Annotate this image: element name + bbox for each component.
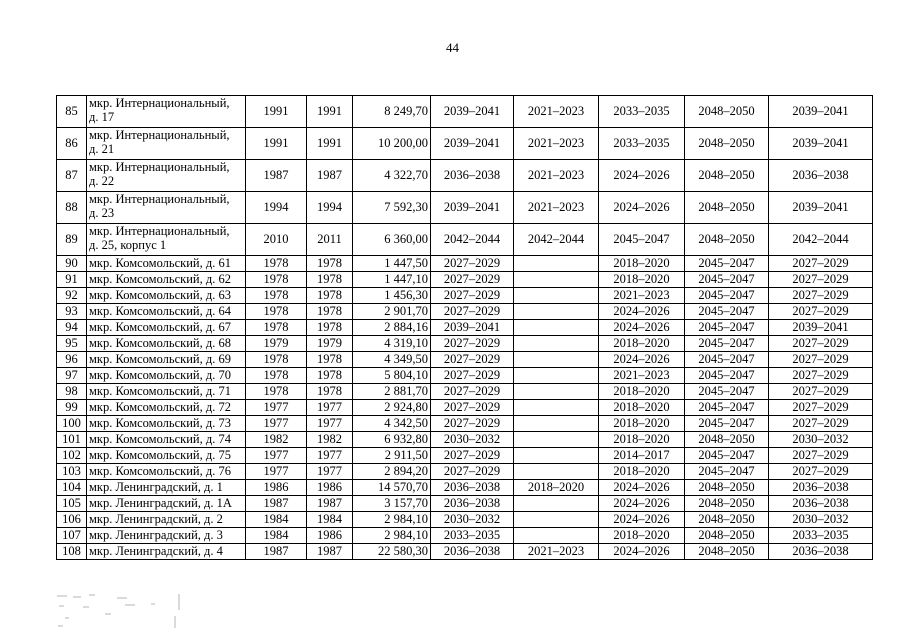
- table-row: [57, 464, 873, 480]
- area-cell: 14 570,70: [353, 480, 431, 496]
- table-row: [57, 432, 873, 448]
- area-cell: 1 456,30: [353, 288, 431, 304]
- area-cell: 7 592,30: [353, 192, 431, 224]
- row-number-cell: 97: [57, 368, 87, 384]
- table-row: [57, 400, 873, 416]
- period-5-cell: 2027–2029: [769, 272, 873, 288]
- period-5-cell: 2027–2029: [769, 336, 873, 352]
- table-row: [57, 496, 873, 512]
- address-cell: мкр. Интернациональный, д. 17: [87, 96, 246, 128]
- address-cell: мкр. Интернациональный, д. 23: [87, 192, 246, 224]
- row-number-cell: 85: [57, 96, 87, 128]
- period-2-cell: [514, 352, 599, 368]
- address-cell: мкр. Комсомольский, д. 73: [87, 416, 246, 432]
- period-2-cell: 2018–2020: [514, 480, 599, 496]
- period-3-cell: 2024–2026: [599, 480, 685, 496]
- period-3-cell: 2024–2026: [599, 544, 685, 560]
- row-number-cell: 88: [57, 192, 87, 224]
- period-1-cell: 2027–2029: [431, 272, 514, 288]
- period-5-cell: 2039–2041: [769, 128, 873, 160]
- period-3-cell: 2033–2035: [599, 128, 685, 160]
- area-cell: 2 901,70: [353, 304, 431, 320]
- year-commissioned-cell: 1987: [307, 496, 353, 512]
- period-1-cell: 2027–2029: [431, 368, 514, 384]
- period-5-cell: 2036–2038: [769, 160, 873, 192]
- period-5-cell: 2027–2029: [769, 448, 873, 464]
- area-cell: 2 911,50: [353, 448, 431, 464]
- period-5-cell: 2036–2038: [769, 480, 873, 496]
- period-3-cell: 2014–2017: [599, 448, 685, 464]
- period-5-cell: 2027–2029: [769, 352, 873, 368]
- period-2-cell: [514, 512, 599, 528]
- year-built-cell: 1978: [246, 288, 307, 304]
- period-1-cell: 2036–2038: [431, 160, 514, 192]
- year-commissioned-cell: 1978: [307, 288, 353, 304]
- period-3-cell: 2018–2020: [599, 336, 685, 352]
- address-cell: мкр. Комсомольский, д. 71: [87, 384, 246, 400]
- period-3-cell: 2024–2026: [599, 512, 685, 528]
- year-built-cell: 1984: [246, 512, 307, 528]
- address-cell: мкр. Ленинградский, д. 3: [87, 528, 246, 544]
- year-built-cell: 1978: [246, 352, 307, 368]
- year-commissioned-cell: 1977: [307, 464, 353, 480]
- year-built-cell: 1978: [246, 272, 307, 288]
- address-cell: мкр. Ленинградский, д. 2: [87, 512, 246, 528]
- area-cell: 4 342,50: [353, 416, 431, 432]
- address-cell: мкр. Ленинградский, д. 4: [87, 544, 246, 560]
- period-2-cell: 2021–2023: [514, 96, 599, 128]
- period-1-cell: 2039–2041: [431, 192, 514, 224]
- period-5-cell: 2039–2041: [769, 96, 873, 128]
- table-row: [57, 224, 873, 256]
- period-1-cell: 2027–2029: [431, 464, 514, 480]
- area-cell: 1 447,50: [353, 256, 431, 272]
- area-cell: 1 447,10: [353, 272, 431, 288]
- year-commissioned-cell: 1991: [307, 96, 353, 128]
- period-3-cell: 2018–2020: [599, 528, 685, 544]
- table-row: [57, 480, 873, 496]
- table-row: [57, 448, 873, 464]
- row-number-cell: 94: [57, 320, 87, 336]
- year-built-cell: 1978: [246, 368, 307, 384]
- period-5-cell: 2039–2041: [769, 192, 873, 224]
- table-row: [57, 320, 873, 336]
- row-number-cell: 100: [57, 416, 87, 432]
- table-row: [57, 272, 873, 288]
- period-5-cell: 2027–2029: [769, 304, 873, 320]
- period-3-cell: 2018–2020: [599, 384, 685, 400]
- period-4-cell: 2048–2050: [685, 512, 769, 528]
- year-commissioned-cell: 1984: [307, 512, 353, 528]
- year-commissioned-cell: 1978: [307, 384, 353, 400]
- year-built-cell: 1994: [246, 192, 307, 224]
- period-1-cell: 2039–2041: [431, 320, 514, 336]
- year-commissioned-cell: 1978: [307, 320, 353, 336]
- period-2-cell: [514, 256, 599, 272]
- period-3-cell: 2018–2020: [599, 464, 685, 480]
- period-3-cell: 2024–2026: [599, 496, 685, 512]
- period-2-cell: [514, 304, 599, 320]
- area-cell: 2 924,80: [353, 400, 431, 416]
- period-4-cell: 2045–2047: [685, 416, 769, 432]
- period-2-cell: [514, 320, 599, 336]
- period-1-cell: 2027–2029: [431, 288, 514, 304]
- period-2-cell: [514, 464, 599, 480]
- year-built-cell: 1977: [246, 464, 307, 480]
- area-cell: 4 319,10: [353, 336, 431, 352]
- year-built-cell: 1987: [246, 544, 307, 560]
- row-number-cell: 91: [57, 272, 87, 288]
- year-commissioned-cell: 1982: [307, 432, 353, 448]
- period-5-cell: 2033–2035: [769, 528, 873, 544]
- area-cell: 5 804,10: [353, 368, 431, 384]
- address-cell: мкр. Комсомольский, д. 62: [87, 272, 246, 288]
- row-number-cell: 105: [57, 496, 87, 512]
- period-3-cell: 2024–2026: [599, 320, 685, 336]
- period-4-cell: 2048–2050: [685, 496, 769, 512]
- period-1-cell: 2030–2032: [431, 512, 514, 528]
- period-1-cell: 2039–2041: [431, 128, 514, 160]
- year-commissioned-cell: 1978: [307, 256, 353, 272]
- period-4-cell: 2048–2050: [685, 432, 769, 448]
- year-built-cell: 1979: [246, 336, 307, 352]
- period-3-cell: 2018–2020: [599, 432, 685, 448]
- period-5-cell: 2036–2038: [769, 496, 873, 512]
- row-number-cell: 93: [57, 304, 87, 320]
- area-cell: 2 881,70: [353, 384, 431, 400]
- period-4-cell: 2048–2050: [685, 224, 769, 256]
- row-number-cell: 108: [57, 544, 87, 560]
- address-cell: мкр. Комсомольский, д. 63: [87, 288, 246, 304]
- period-3-cell: 2024–2026: [599, 192, 685, 224]
- area-cell: 22 580,30: [353, 544, 431, 560]
- period-5-cell: 2027–2029: [769, 288, 873, 304]
- address-cell: мкр. Комсомольский, д. 69: [87, 352, 246, 368]
- year-commissioned-cell: 1986: [307, 528, 353, 544]
- table-row: [57, 256, 873, 272]
- period-4-cell: 2045–2047: [685, 272, 769, 288]
- row-number-cell: 89: [57, 224, 87, 256]
- year-commissioned-cell: 1977: [307, 448, 353, 464]
- period-1-cell: 2027–2029: [431, 336, 514, 352]
- period-2-cell: 2042–2044: [514, 224, 599, 256]
- address-cell: мкр. Комсомольский, д. 74: [87, 432, 246, 448]
- period-3-cell: 2024–2026: [599, 352, 685, 368]
- period-5-cell: 2027–2029: [769, 368, 873, 384]
- year-built-cell: 1984: [246, 528, 307, 544]
- period-2-cell: [514, 272, 599, 288]
- period-2-cell: [514, 528, 599, 544]
- period-2-cell: [514, 400, 599, 416]
- year-commissioned-cell: 1994: [307, 192, 353, 224]
- table-row: [57, 528, 873, 544]
- year-built-cell: 1987: [246, 496, 307, 512]
- year-commissioned-cell: 1978: [307, 304, 353, 320]
- area-cell: 2 984,10: [353, 512, 431, 528]
- period-5-cell: 2027–2029: [769, 400, 873, 416]
- row-number-cell: 95: [57, 336, 87, 352]
- period-2-cell: [514, 336, 599, 352]
- row-number-cell: 86: [57, 128, 87, 160]
- area-cell: 3 157,70: [353, 496, 431, 512]
- period-5-cell: 2030–2032: [769, 512, 873, 528]
- row-number-cell: 104: [57, 480, 87, 496]
- area-cell: 10 200,00: [353, 128, 431, 160]
- period-4-cell: 2045–2047: [685, 384, 769, 400]
- period-2-cell: [514, 448, 599, 464]
- year-built-cell: 1977: [246, 400, 307, 416]
- address-cell: мкр. Комсомольский, д. 64: [87, 304, 246, 320]
- period-3-cell: 2021–2023: [599, 368, 685, 384]
- table-row: [57, 416, 873, 432]
- year-commissioned-cell: 1986: [307, 480, 353, 496]
- period-3-cell: 2033–2035: [599, 96, 685, 128]
- period-1-cell: 2039–2041: [431, 96, 514, 128]
- period-5-cell: 2027–2029: [769, 384, 873, 400]
- period-4-cell: 2045–2047: [685, 448, 769, 464]
- period-1-cell: 2027–2029: [431, 448, 514, 464]
- year-built-cell: 1978: [246, 256, 307, 272]
- table-row: [57, 544, 873, 560]
- row-number-cell: 106: [57, 512, 87, 528]
- period-4-cell: 2045–2047: [685, 464, 769, 480]
- period-2-cell: [514, 384, 599, 400]
- year-built-cell: 1987: [246, 160, 307, 192]
- table-row: [57, 512, 873, 528]
- address-cell: мкр. Комсомольский, д. 70: [87, 368, 246, 384]
- period-1-cell: 2027–2029: [431, 304, 514, 320]
- address-cell: мкр. Комсомольский, д. 76: [87, 464, 246, 480]
- period-3-cell: 2021–2023: [599, 288, 685, 304]
- year-built-cell: 1991: [246, 96, 307, 128]
- table-row: [57, 288, 873, 304]
- period-1-cell: 2027–2029: [431, 416, 514, 432]
- year-built-cell: 1982: [246, 432, 307, 448]
- row-number-cell: 101: [57, 432, 87, 448]
- scan-artifact-marks: [55, 592, 185, 632]
- period-4-cell: 2048–2050: [685, 160, 769, 192]
- row-number-cell: 90: [57, 256, 87, 272]
- address-cell: мкр. Ленинградский, д. 1А: [87, 496, 246, 512]
- period-4-cell: 2045–2047: [685, 288, 769, 304]
- year-built-cell: 1977: [246, 448, 307, 464]
- period-4-cell: 2048–2050: [685, 128, 769, 160]
- address-cell: мкр. Комсомольский, д. 61: [87, 256, 246, 272]
- year-commissioned-cell: 1991: [307, 128, 353, 160]
- period-1-cell: 2027–2029: [431, 400, 514, 416]
- period-4-cell: 2045–2047: [685, 304, 769, 320]
- period-1-cell: 2042–2044: [431, 224, 514, 256]
- address-cell: мкр. Интернациональный, д. 25, корпус 1: [87, 224, 246, 256]
- address-cell: мкр. Интернациональный, д. 22: [87, 160, 246, 192]
- row-number-cell: 87: [57, 160, 87, 192]
- row-number-cell: 102: [57, 448, 87, 464]
- year-commissioned-cell: 2011: [307, 224, 353, 256]
- period-1-cell: 2036–2038: [431, 480, 514, 496]
- period-4-cell: 2045–2047: [685, 320, 769, 336]
- period-2-cell: 2021–2023: [514, 544, 599, 560]
- period-3-cell: 2018–2020: [599, 256, 685, 272]
- year-built-cell: 1991: [246, 128, 307, 160]
- period-4-cell: 2048–2050: [685, 544, 769, 560]
- housing-schedule-table: [56, 95, 873, 560]
- table-row: [57, 192, 873, 224]
- table-body: [57, 96, 873, 560]
- period-4-cell: 2048–2050: [685, 480, 769, 496]
- period-4-cell: 2048–2050: [685, 528, 769, 544]
- page-number: 44: [446, 40, 459, 55]
- period-4-cell: 2045–2047: [685, 336, 769, 352]
- period-3-cell: 2018–2020: [599, 400, 685, 416]
- period-5-cell: 2042–2044: [769, 224, 873, 256]
- period-3-cell: 2045–2047: [599, 224, 685, 256]
- year-commissioned-cell: 1978: [307, 368, 353, 384]
- period-2-cell: [514, 416, 599, 432]
- row-number-cell: 92: [57, 288, 87, 304]
- year-built-cell: 2010: [246, 224, 307, 256]
- address-cell: мкр. Комсомольский, д. 68: [87, 336, 246, 352]
- period-3-cell: 2024–2026: [599, 304, 685, 320]
- address-cell: мкр. Интернациональный, д. 21: [87, 128, 246, 160]
- period-5-cell: 2027–2029: [769, 256, 873, 272]
- period-2-cell: [514, 288, 599, 304]
- table-row: [57, 336, 873, 352]
- period-4-cell: 2045–2047: [685, 400, 769, 416]
- table-row: [57, 384, 873, 400]
- period-4-cell: 2048–2050: [685, 192, 769, 224]
- year-built-cell: 1977: [246, 416, 307, 432]
- address-cell: мкр. Комсомольский, д. 72: [87, 400, 246, 416]
- row-number-cell: 107: [57, 528, 87, 544]
- area-cell: 6 360,00: [353, 224, 431, 256]
- year-commissioned-cell: 1987: [307, 544, 353, 560]
- area-cell: 2 884,16: [353, 320, 431, 336]
- year-commissioned-cell: 1979: [307, 336, 353, 352]
- year-commissioned-cell: 1977: [307, 400, 353, 416]
- area-cell: 8 249,70: [353, 96, 431, 128]
- period-1-cell: 2027–2029: [431, 384, 514, 400]
- period-5-cell: 2036–2038: [769, 544, 873, 560]
- period-4-cell: 2045–2047: [685, 368, 769, 384]
- period-1-cell: 2030–2032: [431, 432, 514, 448]
- period-3-cell: 2018–2020: [599, 272, 685, 288]
- address-cell: мкр. Комсомольский, д. 75: [87, 448, 246, 464]
- period-2-cell: [514, 432, 599, 448]
- year-commissioned-cell: 1977: [307, 416, 353, 432]
- table-row: [57, 368, 873, 384]
- row-number-cell: 96: [57, 352, 87, 368]
- year-built-cell: 1986: [246, 480, 307, 496]
- year-commissioned-cell: 1978: [307, 272, 353, 288]
- area-cell: 2 984,10: [353, 528, 431, 544]
- year-commissioned-cell: 1978: [307, 352, 353, 368]
- area-cell: 4 349,50: [353, 352, 431, 368]
- area-cell: 6 932,80: [353, 432, 431, 448]
- period-2-cell: 2021–2023: [514, 160, 599, 192]
- year-built-cell: 1978: [246, 304, 307, 320]
- period-5-cell: 2039–2041: [769, 320, 873, 336]
- period-3-cell: 2024–2026: [599, 160, 685, 192]
- table-row: [57, 96, 873, 128]
- address-cell: мкр. Ленинградский, д. 1: [87, 480, 246, 496]
- row-number-cell: 98: [57, 384, 87, 400]
- period-4-cell: 2045–2047: [685, 352, 769, 368]
- period-4-cell: 2045–2047: [685, 256, 769, 272]
- period-2-cell: 2021–2023: [514, 192, 599, 224]
- area-cell: 2 894,20: [353, 464, 431, 480]
- period-3-cell: 2018–2020: [599, 416, 685, 432]
- table-row: [57, 160, 873, 192]
- period-1-cell: 2036–2038: [431, 496, 514, 512]
- row-number-cell: 103: [57, 464, 87, 480]
- period-1-cell: 2036–2038: [431, 544, 514, 560]
- address-cell: мкр. Комсомольский, д. 67: [87, 320, 246, 336]
- period-2-cell: [514, 368, 599, 384]
- period-1-cell: 2027–2029: [431, 256, 514, 272]
- year-commissioned-cell: 1987: [307, 160, 353, 192]
- period-2-cell: [514, 496, 599, 512]
- year-built-cell: 1978: [246, 384, 307, 400]
- period-5-cell: 2027–2029: [769, 416, 873, 432]
- year-built-cell: 1978: [246, 320, 307, 336]
- row-number-cell: 99: [57, 400, 87, 416]
- table-row: [57, 304, 873, 320]
- period-2-cell: 2021–2023: [514, 128, 599, 160]
- area-cell: 4 322,70: [353, 160, 431, 192]
- period-1-cell: 2033–2035: [431, 528, 514, 544]
- period-4-cell: 2048–2050: [685, 96, 769, 128]
- table-row: [57, 128, 873, 160]
- period-5-cell: 2027–2029: [769, 464, 873, 480]
- period-5-cell: 2030–2032: [769, 432, 873, 448]
- table-row: [57, 352, 873, 368]
- period-1-cell: 2027–2029: [431, 352, 514, 368]
